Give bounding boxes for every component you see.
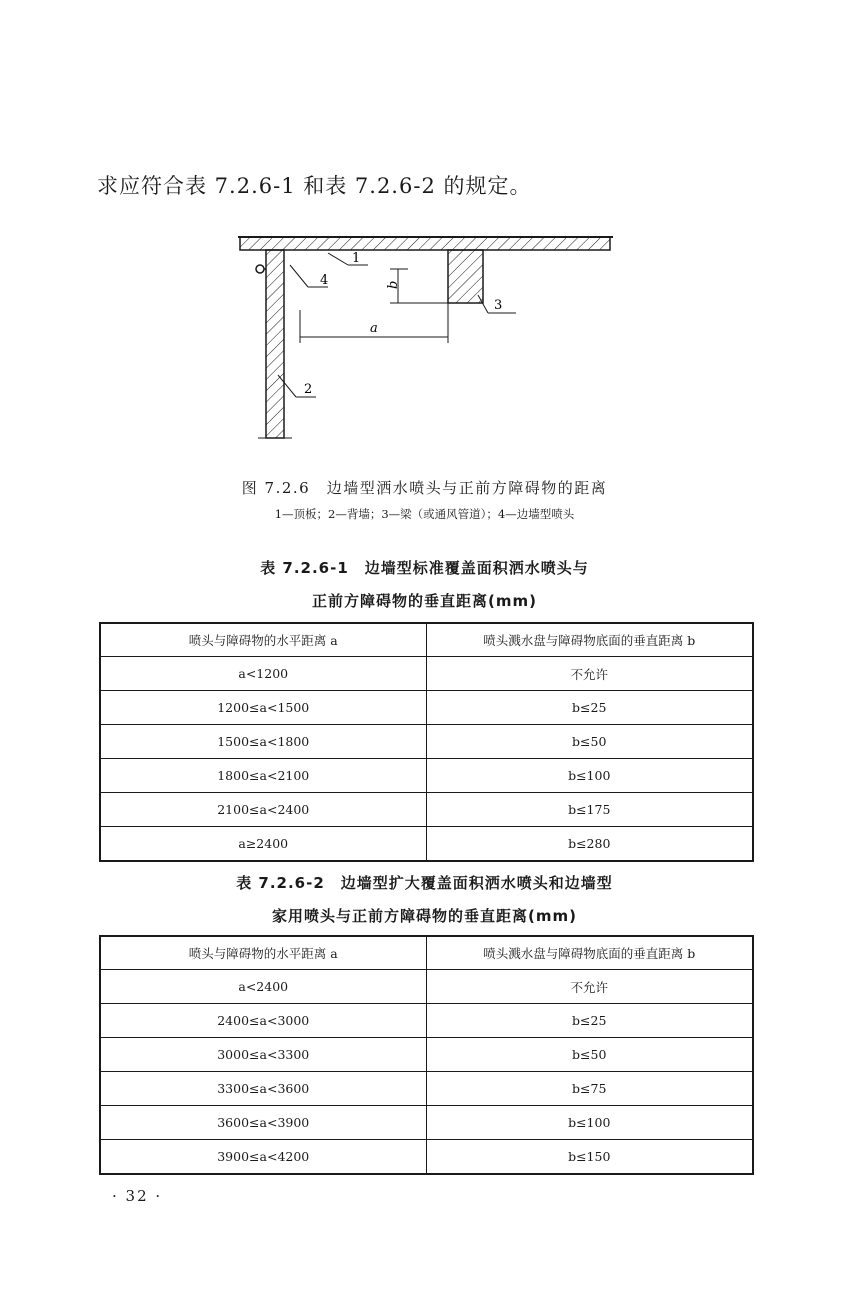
figure-caption: 图 7.2.6 边墙型洒水喷头与正前方障碍物的距离: [241, 479, 608, 497]
table-cell: a<2400: [100, 970, 426, 1004]
table-cell: 1800≤a<2100: [100, 759, 426, 793]
table2: [99, 935, 754, 1175]
table2-title-line2: 家用喷头与正前方障碍物的垂直距离(mm): [272, 907, 577, 925]
table-cell: 2400≤a<3000: [100, 1004, 426, 1038]
table1-title-line1: 表 7.2.6-1 边墙型标准覆盖面积洒水喷头与: [260, 559, 589, 577]
label-1: 1: [352, 251, 361, 266]
table-row: [100, 1106, 753, 1140]
label-2: 2: [304, 382, 313, 397]
figure-legend: 1—顶板；2—背墙；3—梁（或通风管道）；4—边墙型喷头: [274, 507, 575, 521]
table-cell: 3300≤a<3600: [100, 1072, 426, 1106]
table-row: [100, 759, 753, 793]
back-wall: [266, 250, 284, 438]
table-row: [100, 827, 753, 862]
page-number: · 32 ·: [112, 1187, 163, 1205]
table-cell: 1500≤a<1800: [100, 725, 426, 759]
label-3: 3: [494, 298, 503, 313]
table-cell: a<1200: [100, 657, 426, 691]
table-cell: 1200≤a<1500: [100, 691, 426, 725]
table-cell: b≤280: [426, 827, 753, 862]
table-cell: b≤25: [426, 691, 753, 725]
table-cell: b≤25: [426, 1004, 753, 1038]
table-cell: a≥2400: [100, 827, 426, 862]
table-row: [100, 1072, 753, 1106]
table-cell: 不允许: [426, 657, 753, 691]
table1-header-row: [100, 623, 753, 657]
figure-diagram: [228, 225, 628, 450]
table-cell: 3900≤a<4200: [100, 1140, 426, 1175]
table2-header-a: 喷头与障碍物的水平距离 a: [100, 936, 426, 970]
table-cell: b≤100: [426, 1106, 753, 1140]
table1: [99, 622, 754, 862]
table-row: [100, 1038, 753, 1072]
table-cell: b≤100: [426, 759, 753, 793]
table-cell: b≤75: [426, 1072, 753, 1106]
sprinkler-head: [256, 265, 264, 273]
table2-header-row: [100, 936, 753, 970]
table-cell: 3000≤a<3300: [100, 1038, 426, 1072]
label-a: a: [370, 321, 378, 336]
table-cell: b≤50: [426, 725, 753, 759]
table-cell: 3600≤a<3900: [100, 1106, 426, 1140]
table-cell: 2100≤a<2400: [100, 793, 426, 827]
table1-header-b: 喷头溅水盘与障碍物底面的垂直距离 b: [426, 623, 753, 657]
intro-text: 求应符合表 7.2.6-1 和表 7.2.6-2 的规定。: [97, 174, 532, 198]
table-cell: b≤150: [426, 1140, 753, 1175]
table1-title-line2: 正前方障碍物的垂直距离(mm): [312, 592, 537, 610]
label-4: 4: [320, 273, 329, 288]
table-row: [100, 1004, 753, 1038]
table-cell: b≤175: [426, 793, 753, 827]
table-cell: 不允许: [426, 970, 753, 1004]
table-row: [100, 725, 753, 759]
table-row: [100, 657, 753, 691]
table-row: [100, 1140, 753, 1175]
beam: [448, 250, 483, 303]
ceiling-slab: [240, 237, 610, 250]
table-row: [100, 691, 753, 725]
table2-title-line1: 表 7.2.6-2 边墙型扩大覆盖面积洒水喷头和边墙型: [236, 874, 613, 892]
table2-header-b: 喷头溅水盘与障碍物底面的垂直距离 b: [426, 936, 753, 970]
table1-header-a: 喷头与障碍物的水平距离 a: [100, 623, 426, 657]
table-cell: b≤50: [426, 1038, 753, 1072]
table-row: [100, 793, 753, 827]
table-row: [100, 970, 753, 1004]
label-b: b: [386, 280, 401, 289]
